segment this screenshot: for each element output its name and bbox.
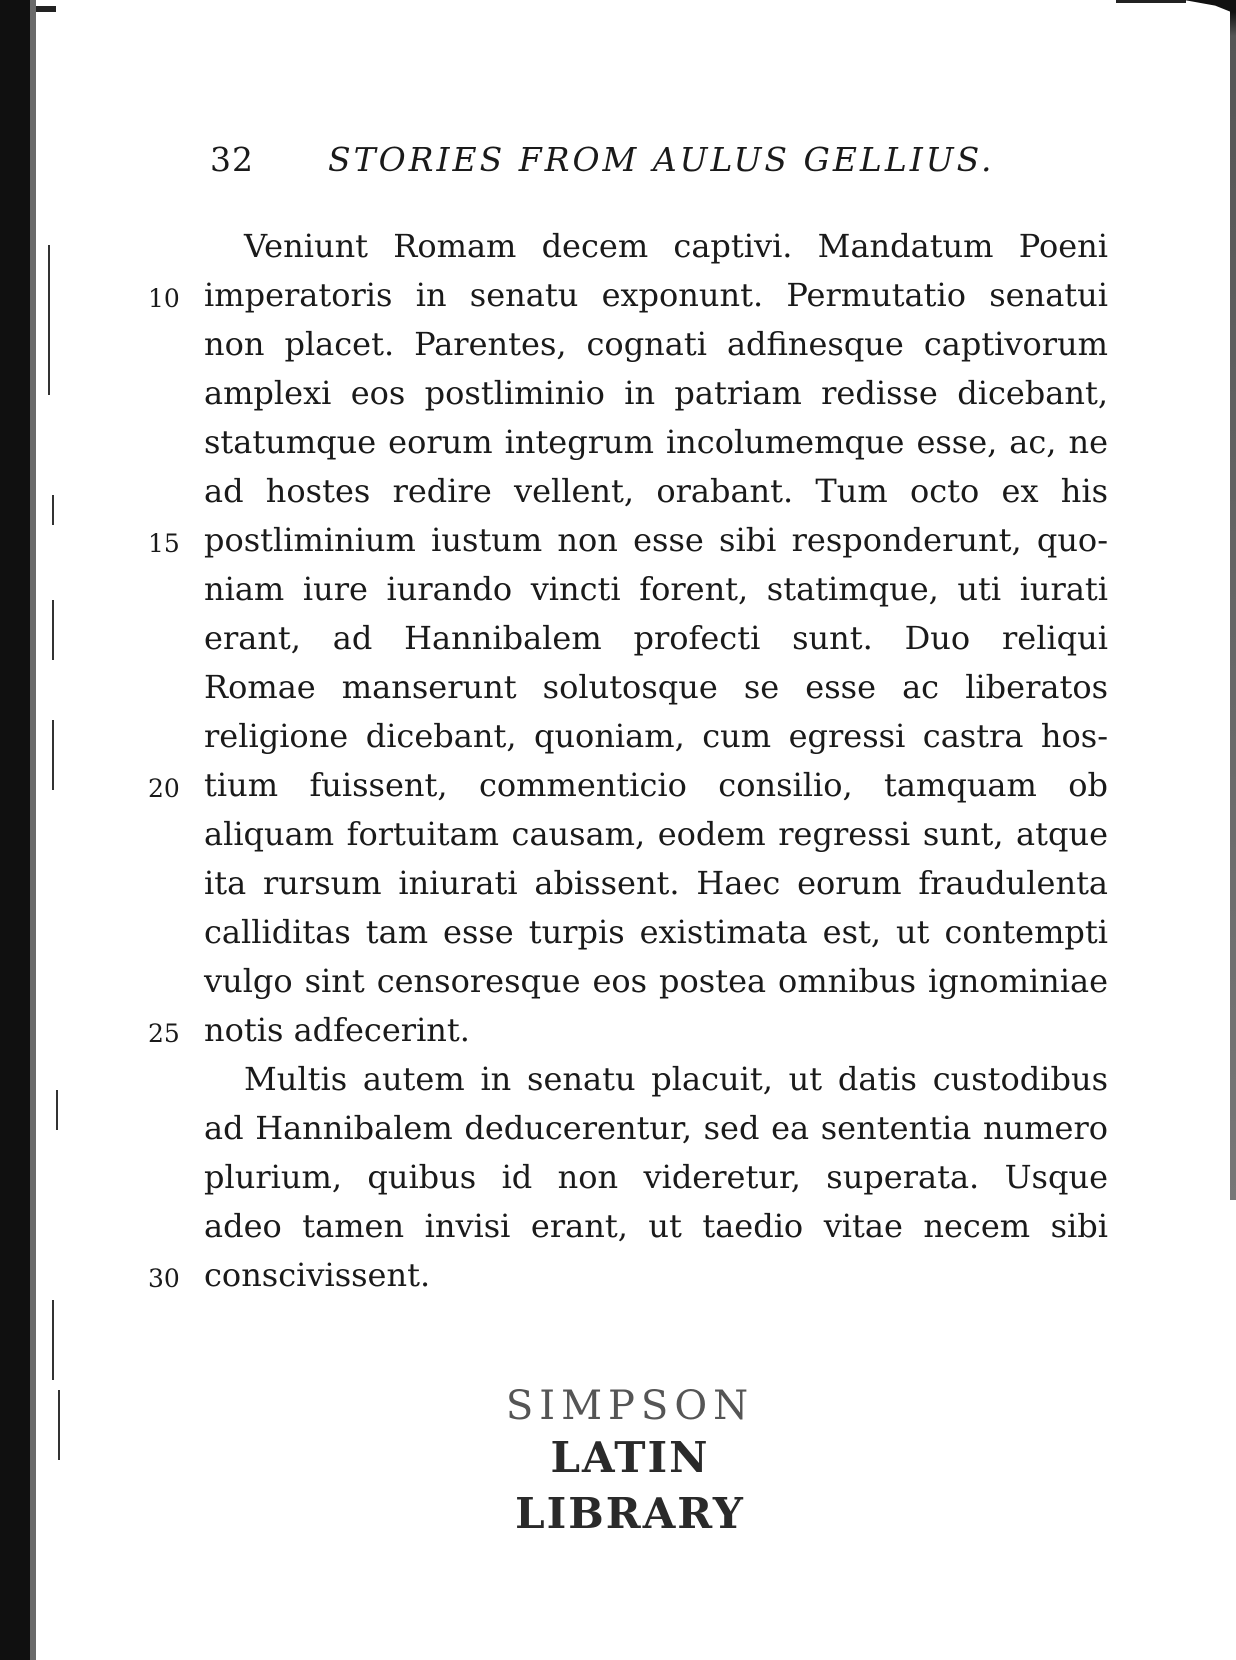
stamp-line-1: SIMPSON: [505, 1383, 755, 1429]
line-text: Multis autem in senatu placuit, ut datis custodibus: [244, 1060, 1108, 1098]
line-text: adeo tamen invisi erant, ut taedio vitae necem sibi: [204, 1207, 1108, 1245]
text-line: [148, 565, 1108, 614]
library-stamp: [440, 1382, 820, 1542]
line-text: non placet. Parentes, cognati adfinesque captivorum: [204, 325, 1108, 363]
line-text: ita rursum iniurati abissent. Haec eorum fraudulenta: [204, 864, 1108, 902]
text-line: [148, 663, 1108, 712]
line-text: tium fuissent, commenticio consilio, tamquam ob: [204, 766, 1108, 804]
line-number: 10: [148, 284, 180, 313]
line-text: plurium, quibus id non videretur, superata. Usque: [204, 1158, 1108, 1196]
line-text: erant, ad Hannibalem profecti sunt. Duo reliqui: [204, 619, 1108, 657]
line-text: ad hostes redire vellent, orabant. Tum octo ex his: [204, 472, 1108, 510]
scan-mark-top-right: [1116, 0, 1186, 3]
text-line: [148, 418, 1108, 467]
line-number: 25: [148, 1019, 180, 1048]
line-text: notis adfecerint.: [204, 1011, 470, 1049]
stamp-line-2: LATIN LIBRARY: [515, 1433, 745, 1538]
scan-corner-right: [1184, 0, 1236, 14]
scan-margin-mark: [52, 720, 54, 790]
line-text: postliminium iustum non esse sibi responderunt, quo-: [204, 521, 1108, 559]
body-text: [148, 222, 1108, 1300]
text-line: [148, 1104, 1108, 1153]
line-text: Veniunt Romam decem captivi. Mandatum Poeni: [244, 227, 1108, 265]
line-text: aliquam fortuitam causam, eodem regressi sunt, atque: [204, 815, 1108, 853]
scan-margin-mark: [48, 245, 50, 395]
scan-edge-left-shadow: [30, 0, 36, 1660]
line-number: 15: [148, 529, 180, 558]
page-header: [210, 140, 1010, 180]
scan-margin-mark: [52, 495, 54, 525]
text-line: [148, 614, 1108, 663]
scan-margin-mark: [58, 1390, 60, 1460]
text-line: [148, 957, 1108, 1006]
line-text: vulgo sint censoresque eos postea omnibus ignominiae: [204, 962, 1108, 1000]
line-text: Romae manserunt solutosque se esse ac liberatos: [204, 668, 1108, 706]
scan-margin-mark: [56, 1090, 58, 1130]
text-line: [148, 859, 1108, 908]
text-line: [148, 1153, 1108, 1202]
line-text: conscivissent.: [204, 1256, 431, 1294]
line-text: religione dicebant, quoniam, cum egressi castra hos-: [204, 717, 1108, 755]
scan-edge-left: [0, 0, 30, 1660]
line-text: ad Hannibalem deducerentur, sed ea sententia numero: [204, 1109, 1108, 1147]
page-number: 32: [210, 140, 254, 179]
text-line: [148, 712, 1108, 761]
line-number: 30: [148, 1264, 180, 1293]
text-line: [148, 1006, 1108, 1055]
text-line: [148, 271, 1108, 320]
line-number: 20: [148, 774, 180, 803]
text-line: [148, 1055, 1108, 1104]
text-line: [148, 1251, 1108, 1300]
scan-mark-top: [36, 6, 56, 12]
line-text: niam iure iurando vincti forent, statimque, uti iurati: [204, 570, 1108, 608]
text-line: [148, 761, 1108, 810]
text-line: [148, 516, 1108, 565]
scan-margin-mark: [52, 600, 54, 660]
text-line: [148, 369, 1108, 418]
running-title: STORIES FROM AULUS GELLIUS.: [328, 140, 995, 179]
text-line: [148, 467, 1108, 516]
line-text: amplexi eos postliminio in patriam redisse dicebant,: [204, 374, 1108, 412]
text-line: [148, 810, 1108, 859]
text-line: [148, 222, 1108, 271]
line-text: imperatoris in senatu exponunt. Permutatio senatui: [204, 276, 1108, 314]
line-text: calliditas tam esse turpis existimata est, ut contempti: [204, 913, 1108, 951]
scan-edge-right: [1230, 0, 1236, 1200]
line-text: statumque eorum integrum incolumemque esse, ac, ne: [204, 423, 1108, 461]
text-line: [148, 908, 1108, 957]
text-line: [148, 1202, 1108, 1251]
text-line: [148, 320, 1108, 369]
scan-margin-mark: [52, 1300, 54, 1380]
